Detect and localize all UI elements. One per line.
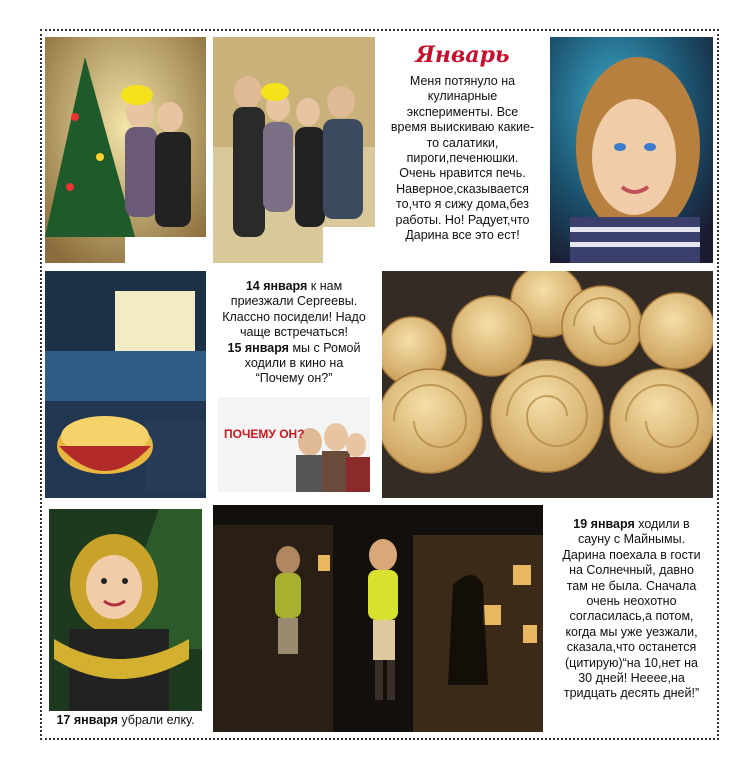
sauna-note	[550, 505, 713, 732]
movie-poster	[218, 397, 370, 492]
photo-christmas-tree-two-women	[45, 37, 206, 263]
tree-cell	[45, 505, 206, 732]
tree-caption-text: убрали елку.	[117, 713, 195, 727]
visit-date1: 14 января	[245, 279, 308, 293]
photo-selfie-portrait	[550, 37, 713, 263]
photo-girl-mirror	[213, 505, 543, 732]
tree-caption-date: 17 января	[56, 713, 118, 727]
january-text: Меня потянуло на кулинарные эксперименты. Все время выискиваю какие-то салатики, пироги,печенюшки. Очень нравится печь. Наверное,сказывается то,что я сижу дома,без работы. Но! Радует,что Дарина все это ест!	[390, 74, 535, 243]
sauna-date: 19 января	[573, 517, 635, 531]
photo-girl-tinsel	[49, 509, 202, 711]
visit-date2: 15 января	[227, 340, 289, 355]
poster-title: ПОЧЕМУ ОН?	[224, 427, 305, 441]
visit-text	[213, 271, 375, 387]
photo-cinnamon-buns	[382, 271, 713, 498]
sauna-text	[550, 505, 713, 702]
photo-cinema-popcorn	[45, 271, 206, 498]
sauna-body: ходили в сауну с Майнымы. Дарина поехала в гости на Солнечный, давно там не была. Сначала очень неохотно согласилась,а потом, когда мы уже уезжали, сказала,что останется (цитирую)“на 10,нет на 30 дней! Нееее,на тридцать десять дней!”	[562, 517, 701, 701]
photo-group-four-people	[213, 37, 375, 263]
visit-note	[213, 271, 375, 498]
visit-text2: мы с Ромой ходили в кино на “Почему он?”	[244, 340, 361, 386]
january-note	[382, 37, 543, 263]
january-title: Январь	[415, 42, 510, 68]
tree-caption	[45, 713, 206, 728]
visit-text1: к нам приезжали Сергеевы. Классно посидели! Надо чаще встречаться!	[222, 279, 366, 340]
